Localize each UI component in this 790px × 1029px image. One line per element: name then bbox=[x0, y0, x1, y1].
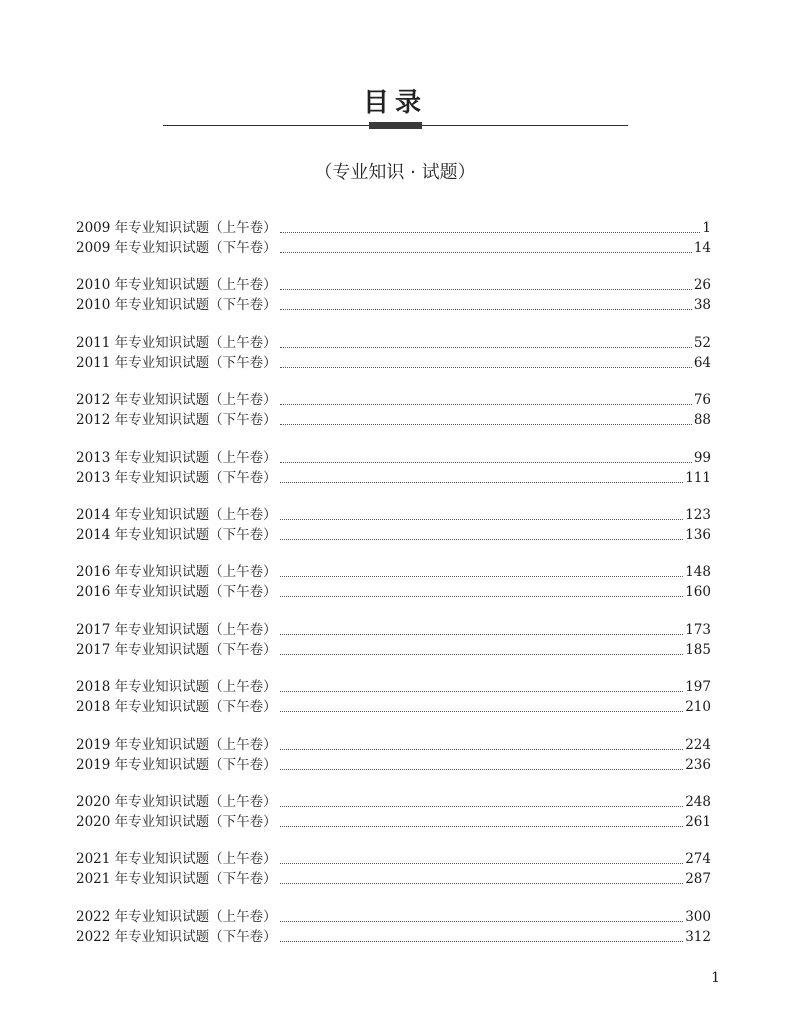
toc-entry-page: 64 bbox=[693, 354, 711, 371]
table-of-contents bbox=[76, 0, 711, 1029]
footer-page-number: 1 bbox=[711, 970, 720, 986]
toc-dot-leader bbox=[280, 749, 684, 750]
toc-entry-title: 2017 年专业知识试题（上午卷） bbox=[76, 621, 277, 638]
toc-entry[interactable] bbox=[76, 238, 711, 258]
toc-entry-title: 2013 年专业知识试题（下午卷） bbox=[76, 469, 277, 486]
toc-entry-page: 148 bbox=[685, 564, 711, 581]
toc-entry-page: 26 bbox=[693, 277, 711, 294]
toc-dot-leader bbox=[280, 347, 692, 348]
toc-entry-title: 2021 年专业知识试题（下午卷） bbox=[76, 871, 277, 888]
toc-entry-title: 2011 年专业知识试题（下午卷） bbox=[76, 354, 277, 371]
toc-dot-leader bbox=[280, 367, 692, 368]
toc-entry-title: 2022 年专业知识试题（下午卷） bbox=[76, 928, 277, 945]
toc-entry-title: 2019 年专业知识试题（上午卷） bbox=[76, 736, 277, 753]
toc-entry[interactable] bbox=[76, 755, 711, 775]
toc-entry-page: 312 bbox=[685, 928, 711, 945]
toc-dot-leader bbox=[280, 863, 684, 864]
toc-entry-page: 76 bbox=[693, 392, 711, 409]
toc-entry-page: 99 bbox=[693, 449, 711, 466]
toc-entry-title: 2016 年专业知识试题（上午卷） bbox=[76, 564, 277, 581]
toc-entry-title: 2014 年专业知识试题（下午卷） bbox=[76, 527, 277, 543]
toc-entry-page: 14 bbox=[693, 240, 711, 256]
toc-entry[interactable] bbox=[76, 525, 711, 545]
toc-entry-title: 2017 年专业知识试题（下午卷） bbox=[76, 641, 277, 658]
toc-entry[interactable] bbox=[76, 448, 711, 468]
toc-entry[interactable] bbox=[76, 562, 711, 582]
toc-dot-leader bbox=[280, 634, 684, 635]
toc-entry-page: 300 bbox=[685, 908, 711, 925]
toc-entry-page: 210 bbox=[685, 699, 711, 716]
toc-dot-leader bbox=[280, 309, 692, 310]
toc-entry[interactable] bbox=[76, 735, 711, 755]
toc-entry-page: 88 bbox=[693, 412, 711, 429]
toc-entry[interactable] bbox=[76, 505, 711, 525]
toc-dot-leader bbox=[280, 462, 692, 463]
toc-entry-title: 2010 年专业知识试题（上午卷） bbox=[76, 277, 277, 294]
toc-entry[interactable] bbox=[76, 907, 711, 927]
toc-entry[interactable] bbox=[76, 218, 711, 238]
toc-entry-page: 173 bbox=[685, 621, 711, 638]
toc-entry[interactable] bbox=[76, 640, 711, 660]
toc-entry-page: 224 bbox=[685, 736, 711, 753]
toc-entry-page: 136 bbox=[685, 527, 711, 543]
toc-entry[interactable] bbox=[76, 869, 711, 889]
toc-dot-leader bbox=[280, 921, 684, 922]
toc-dot-leader bbox=[280, 424, 692, 425]
toc-entry-title: 2019 年专业知识试题（下午卷） bbox=[76, 756, 277, 773]
toc-entry-page: 274 bbox=[685, 851, 711, 868]
toc-entry-page: 160 bbox=[685, 584, 711, 601]
toc-entry-page: 123 bbox=[685, 507, 711, 523]
toc-entry-title: 2021 年专业知识试题（上午卷） bbox=[76, 851, 277, 868]
toc-entry[interactable] bbox=[76, 812, 711, 832]
toc-dot-leader bbox=[280, 576, 684, 577]
toc-entry[interactable] bbox=[76, 390, 711, 410]
toc-entry[interactable] bbox=[76, 677, 711, 697]
toc-entry[interactable] bbox=[76, 353, 711, 373]
toc-entry-title: 2018 年专业知识试题（上午卷） bbox=[76, 679, 277, 696]
toc-entry[interactable] bbox=[76, 697, 711, 717]
toc-entry-page: 1 bbox=[702, 220, 711, 236]
toc-entry-title: 2016 年专业知识试题（下午卷） bbox=[76, 584, 277, 601]
toc-dot-leader bbox=[280, 711, 684, 712]
toc-entry-title: 2014 年专业知识试题（上午卷） bbox=[76, 507, 277, 523]
toc-entry-title: 2013 年专业知识试题（上午卷） bbox=[76, 449, 277, 466]
toc-dot-leader bbox=[280, 482, 684, 483]
toc-dot-leader bbox=[280, 252, 692, 253]
toc-entry-page: 287 bbox=[685, 871, 711, 888]
toc-entry-page: 236 bbox=[685, 756, 711, 773]
toc-entry[interactable] bbox=[76, 927, 711, 947]
toc-entry-title: 2020 年专业知识试题（下午卷） bbox=[76, 814, 277, 830]
toc-entry[interactable] bbox=[76, 333, 711, 353]
toc-entry-title: 2012 年专业知识试题（下午卷） bbox=[76, 412, 277, 429]
toc-entry-title: 2022 年专业知识试题（上午卷） bbox=[76, 908, 277, 925]
toc-entry[interactable] bbox=[76, 620, 711, 640]
toc-entry-title: 2010 年专业知识试题（下午卷） bbox=[76, 297, 277, 314]
toc-entry-title: 2009 年专业知识试题（上午卷） bbox=[76, 220, 277, 236]
toc-entry-page: 111 bbox=[685, 469, 711, 486]
toc-dot-leader bbox=[280, 691, 684, 692]
toc-dot-leader bbox=[280, 806, 684, 807]
section-subtitle: （专业知识 · 试题） bbox=[314, 162, 476, 183]
toc-entry[interactable] bbox=[76, 410, 711, 430]
toc-entry-title: 2018 年专业知识试题（下午卷） bbox=[76, 699, 277, 716]
toc-entry-page: 261 bbox=[685, 814, 711, 830]
toc-entry-page: 185 bbox=[685, 641, 711, 658]
toc-entry-title: 2011 年专业知识试题（上午卷） bbox=[76, 334, 277, 351]
toc-dot-leader bbox=[280, 941, 684, 942]
toc-entry[interactable] bbox=[76, 582, 711, 602]
toc-dot-leader bbox=[280, 596, 684, 597]
toc-dot-leader bbox=[280, 519, 684, 520]
toc-entry[interactable] bbox=[76, 275, 711, 295]
toc-entry[interactable] bbox=[76, 849, 711, 869]
toc-dot-leader bbox=[280, 539, 684, 540]
toc-dot-leader bbox=[280, 404, 692, 405]
toc-entry-page: 52 bbox=[693, 334, 711, 351]
toc-entry[interactable] bbox=[76, 792, 711, 812]
toc-entry[interactable] bbox=[76, 468, 711, 488]
toc-dot-leader bbox=[280, 883, 684, 884]
toc-dot-leader bbox=[280, 654, 684, 655]
page-title: 目录 bbox=[362, 88, 427, 118]
toc-entry-title: 2020 年专业知识试题（上午卷） bbox=[76, 794, 277, 810]
toc-entry-title: 2009 年专业知识试题（下午卷） bbox=[76, 240, 277, 256]
toc-dot-leader bbox=[280, 289, 692, 290]
toc-dot-leader bbox=[280, 769, 684, 770]
toc-dot-leader bbox=[280, 826, 684, 827]
toc-entry-title: 2012 年专业知识试题（上午卷） bbox=[76, 392, 277, 409]
toc-dot-leader bbox=[280, 232, 701, 233]
toc-entry-page: 38 bbox=[693, 297, 711, 314]
toc-entry-page: 197 bbox=[685, 679, 711, 696]
toc-entry-page: 248 bbox=[685, 794, 711, 810]
toc-entry[interactable] bbox=[76, 295, 711, 315]
